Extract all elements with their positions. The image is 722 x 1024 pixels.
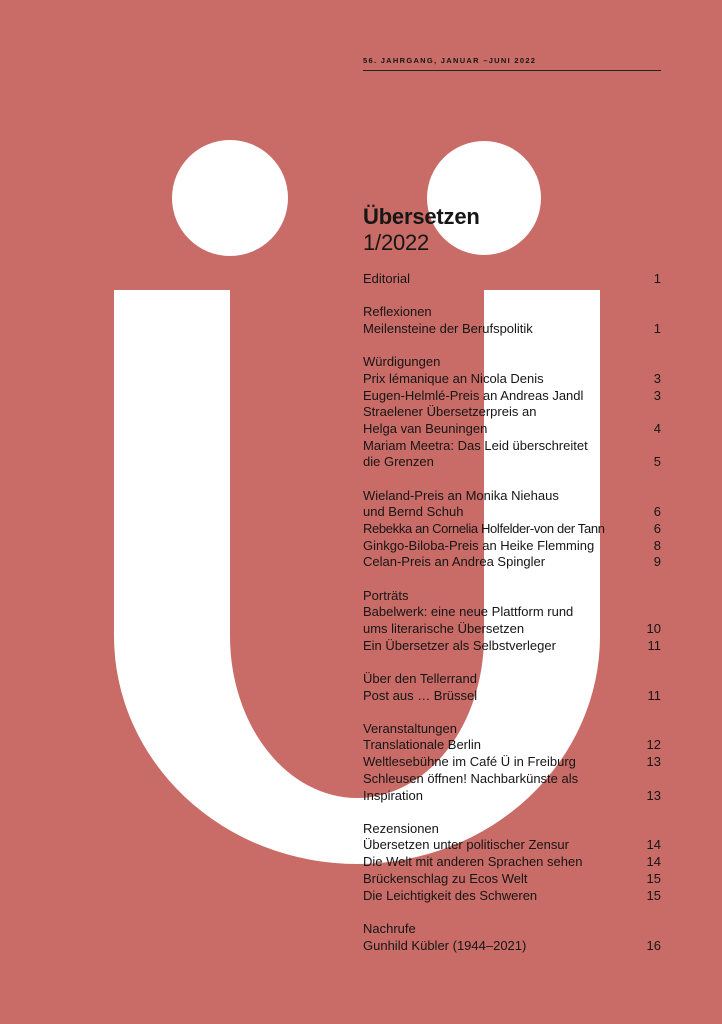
toc-entry-title: Mariam Meetra: Das Leid überschreitet	[363, 437, 588, 453]
umlaut-dot-left	[172, 140, 288, 256]
toc-entry	[363, 888, 661, 905]
toc-entry-page: 4	[653, 420, 661, 436]
toc-entry	[363, 754, 661, 771]
toc-section-heading: Würdigungen	[363, 354, 441, 370]
toc-entry-page: 15	[646, 870, 661, 886]
toc-entry-page: 16	[646, 937, 661, 953]
toc-entry	[363, 638, 661, 655]
toc-entry	[363, 604, 661, 621]
toc-entry-page: 13	[646, 787, 661, 803]
toc-entry-title: Straelener Übersetzerpreis an	[363, 404, 537, 420]
toc-section-heading: Rezensionen	[363, 820, 439, 836]
toc-section-nachrufe	[363, 921, 661, 954]
toc-entry-page: 11	[647, 687, 661, 703]
toc-entry-title: Post aus … Brüssel	[363, 687, 478, 703]
toc-entry-title: Celan-Preis an Andrea Spingler	[363, 554, 546, 570]
toc-entry	[363, 837, 661, 854]
toc-section-veranstaltungen	[363, 721, 661, 805]
toc-entry-title: Prix lémanique an Nicola Denis	[363, 370, 544, 386]
volume-line: 56. JAHRGANG, JANUAR –JUNI 2022	[363, 56, 661, 71]
toc-entry-page: 6	[653, 520, 661, 536]
toc-entry	[363, 737, 661, 754]
toc-section-heading: Veranstaltungen	[363, 720, 457, 736]
toc-entry-title: Babelwerk: eine neue Plattform rund	[363, 604, 574, 620]
toc-entry	[363, 388, 661, 405]
toc-entry	[363, 504, 661, 521]
table-of-contents	[363, 271, 661, 971]
toc-entry-page: 15	[646, 887, 661, 903]
toc-entry	[363, 371, 661, 388]
toc-entry-title: Translationale Berlin	[363, 737, 482, 753]
toc-entry-page: 14	[646, 837, 661, 853]
toc-entry-page: 3	[653, 387, 661, 403]
toc-entry-title: Editorial	[363, 271, 410, 286]
toc-section-heading: Porträts	[363, 587, 409, 603]
toc-entry	[363, 771, 661, 788]
toc-entry-page: 9	[653, 554, 661, 570]
toc-entry-page: 13	[646, 754, 661, 770]
toc-entry-title: Inspiration	[363, 787, 423, 803]
toc-entry-title: Brückenschlag zu Ecos Welt	[363, 870, 528, 886]
toc-entry-page: 10	[646, 620, 661, 636]
toc-entry-title: Schleusen öffnen! Nachbarkünste als	[363, 770, 579, 786]
toc-section-preise	[363, 488, 661, 572]
toc-entry	[363, 871, 661, 888]
toc-entry	[363, 421, 661, 438]
toc-entry	[363, 454, 661, 471]
toc-entry-title: Rebekka an Cornelia Holfelder-von der Tann	[363, 520, 605, 536]
toc-entry-title: Wieland-Preis an Monika Niehaus	[363, 487, 559, 503]
toc-entry	[363, 438, 661, 455]
toc-section-reflexionen	[363, 304, 661, 337]
issue-number: 1/2022	[363, 230, 430, 255]
toc-entry	[363, 538, 661, 555]
toc-entry-title: Die Welt mit anderen Sprachen sehen	[363, 854, 583, 870]
toc-section-heading: Nachrufe	[363, 920, 416, 936]
toc-section-editorial	[363, 271, 661, 288]
toc-entry	[363, 621, 661, 638]
toc-entry-title: Eugen-Helmlé-Preis an Andreas Jandl	[363, 387, 584, 403]
toc-entry-page: 12	[646, 737, 661, 753]
toc-entry-page: 11	[647, 637, 661, 653]
toc-entry	[363, 488, 661, 505]
toc-entry-title: Weltlesebühne im Café Ü in Freiburg	[363, 754, 576, 770]
toc-section-heading: Über den Tellerrand	[363, 670, 477, 686]
toc-entry-title: Übersetzen unter politischer Zensur	[363, 837, 569, 853]
toc-entry-title: Ein Übersetzer als Selbstverleger	[363, 637, 556, 653]
toc-entry-title: die Grenzen	[363, 454, 434, 470]
toc-entry-page: 3	[653, 370, 661, 386]
title-block	[363, 204, 480, 256]
toc-entry-title: Gunhild Kübler (1944–2021)	[363, 937, 527, 953]
toc-entry-title: und Bernd Schuh	[363, 504, 464, 520]
toc-entry	[363, 271, 661, 288]
toc-section-wuerdigungen	[363, 354, 661, 471]
toc-section-heading: Reflexionen	[363, 304, 432, 320]
toc-entry-page: 1	[653, 271, 661, 286]
toc-entry-title: Helga van Beuningen	[363, 420, 488, 436]
toc-entry	[363, 404, 661, 421]
toc-section-portraets	[363, 588, 661, 655]
toc-section-rezensionen	[363, 821, 661, 905]
toc-entry-title: ums literarische Übersetzen	[363, 620, 525, 636]
toc-entry-title: Die Leichtigkeit des Schweren	[363, 887, 538, 903]
toc-entry-page: 14	[646, 854, 661, 870]
toc-entry	[363, 688, 661, 705]
toc-entry-page: 8	[653, 537, 661, 553]
magazine-title: Übersetzen	[363, 204, 480, 229]
toc-entry	[363, 788, 661, 805]
toc-section-tellerrand	[363, 671, 661, 704]
toc-entry-page: 5	[653, 454, 661, 470]
toc-entry-title: Ginkgo-Biloba-Preis an Heike Flemming	[363, 537, 595, 553]
toc-entry-page: 1	[653, 320, 661, 336]
toc-entry	[363, 321, 661, 338]
toc-entry	[363, 521, 661, 538]
toc-entry-page: 6	[653, 504, 661, 520]
toc-entry	[363, 854, 661, 871]
toc-entry-title: Meilensteine der Berufspolitik	[363, 320, 533, 336]
toc-entry	[363, 554, 661, 571]
toc-entry	[363, 938, 661, 955]
